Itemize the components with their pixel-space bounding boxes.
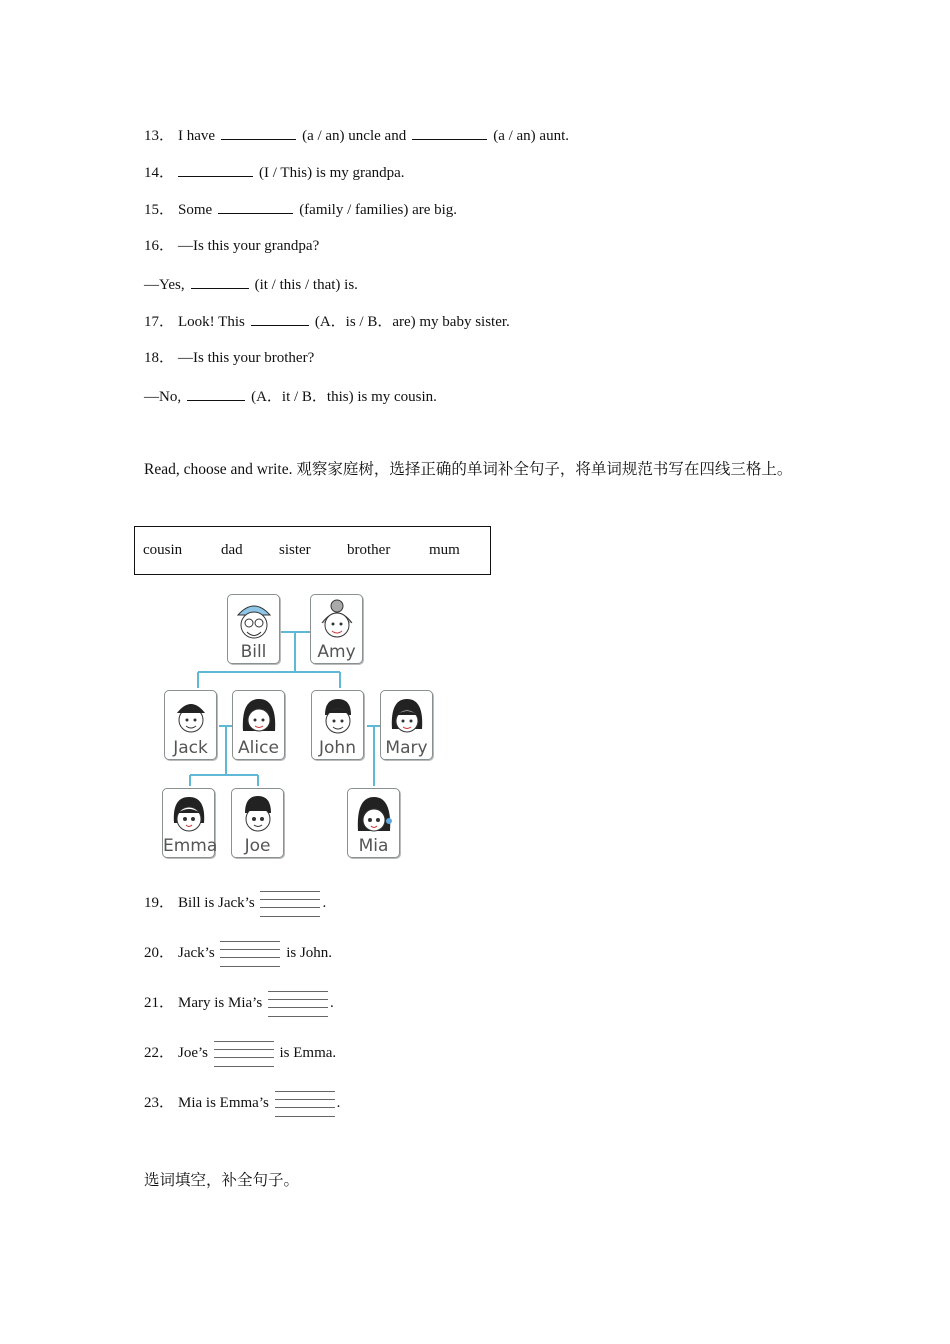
writing-lines[interactable]	[268, 991, 328, 1017]
answer-blank[interactable]	[221, 125, 296, 140]
person-mia	[347, 788, 400, 858]
question-21: 21． Mary is Mia’s .	[144, 990, 334, 1017]
person-name: Jack	[173, 738, 208, 758]
man-face-icon	[172, 695, 210, 739]
question-23: 23． Mia is Emma’s .	[144, 1090, 340, 1117]
question-20: 20． Jack’s is John.	[144, 940, 332, 967]
answer-blank[interactable]	[218, 199, 293, 214]
person-name: Joe	[244, 836, 271, 856]
girl-face-icon	[355, 793, 393, 837]
question-14: 14． (I / This) is my grandpa.	[144, 162, 405, 183]
question-18: 18． —Is this your brother?	[144, 350, 315, 366]
man-face-icon	[319, 695, 357, 739]
person-alice	[232, 690, 285, 760]
question-17: 17． Look! This (A．is / B．are) my baby sister.	[144, 311, 510, 332]
answer-blank[interactable]	[251, 311, 309, 326]
person-mary	[380, 690, 433, 760]
question-number: 16．	[144, 238, 175, 254]
question-18-answer: —No, (A．it / B．this) is my cousin.	[144, 386, 437, 407]
question-number: 23．	[144, 1095, 175, 1111]
question-number: 17．	[144, 314, 175, 330]
person-name: Emma	[163, 836, 218, 856]
answer-blank[interactable]	[178, 162, 253, 177]
person-name: Mary	[385, 738, 428, 758]
word-bank-item: sister	[279, 542, 311, 558]
section-instruction: 选词填空，补全句子。	[144, 1172, 300, 1189]
question-number: 22．	[144, 1045, 175, 1061]
question-number: 18．	[144, 350, 175, 366]
question-number: 15．	[144, 202, 175, 218]
person-name: Bill	[240, 642, 267, 662]
question-15: 15． Some (family / families) are big.	[144, 199, 457, 220]
answer-blank[interactable]	[191, 274, 249, 289]
writing-lines[interactable]	[220, 941, 280, 967]
question-16-answer: —Yes, (it / this / that) is.	[144, 274, 358, 295]
word-bank-item: mum	[429, 542, 460, 558]
woman-face-icon	[240, 695, 278, 739]
person-emma	[162, 788, 218, 858]
answer-blank[interactable]	[412, 125, 487, 140]
question-13: 13． I have (a / an) uncle and (a / an) aunt.	[144, 125, 569, 146]
grandma-face-icon	[318, 599, 356, 643]
word-bank-item: dad	[221, 542, 243, 558]
person-name: Alice	[238, 738, 279, 758]
word-bank	[134, 526, 491, 575]
woman-face-icon	[388, 695, 426, 739]
family-tree	[150, 590, 450, 865]
person-name: John	[319, 738, 356, 758]
boy-face-icon	[239, 793, 277, 837]
question-19: 19． Bill is Jack’s .	[144, 890, 326, 917]
writing-lines[interactable]	[275, 1091, 335, 1117]
question-22: 22． Joe’s is Emma.	[144, 1040, 336, 1067]
writing-lines[interactable]	[214, 1041, 274, 1067]
person-amy	[310, 594, 363, 664]
question-number: 20．	[144, 945, 175, 961]
question-16: 16． —Is this your grandpa?	[144, 238, 320, 254]
word-bank-item: brother	[347, 542, 391, 558]
question-number: 13．	[144, 128, 175, 144]
question-number: 14．	[144, 165, 175, 181]
person-john	[311, 690, 364, 760]
person-name: Amy	[317, 642, 356, 662]
person-bill	[227, 594, 280, 664]
question-number: 19．	[144, 895, 175, 911]
person-jack	[164, 690, 217, 760]
section-instruction: Read, choose and write. 观察家庭树，选择正确的单词补全句子，将单词规范书写在四线三格上。	[144, 461, 793, 478]
question-number: 21．	[144, 995, 175, 1011]
girl-face-icon	[170, 793, 208, 837]
answer-blank[interactable]	[187, 386, 245, 401]
writing-lines[interactable]	[260, 891, 320, 917]
word-bank-item: cousin	[143, 542, 183, 558]
person-name: Mia	[358, 836, 389, 856]
person-joe	[231, 788, 284, 858]
grandpa-face-icon	[235, 599, 273, 643]
